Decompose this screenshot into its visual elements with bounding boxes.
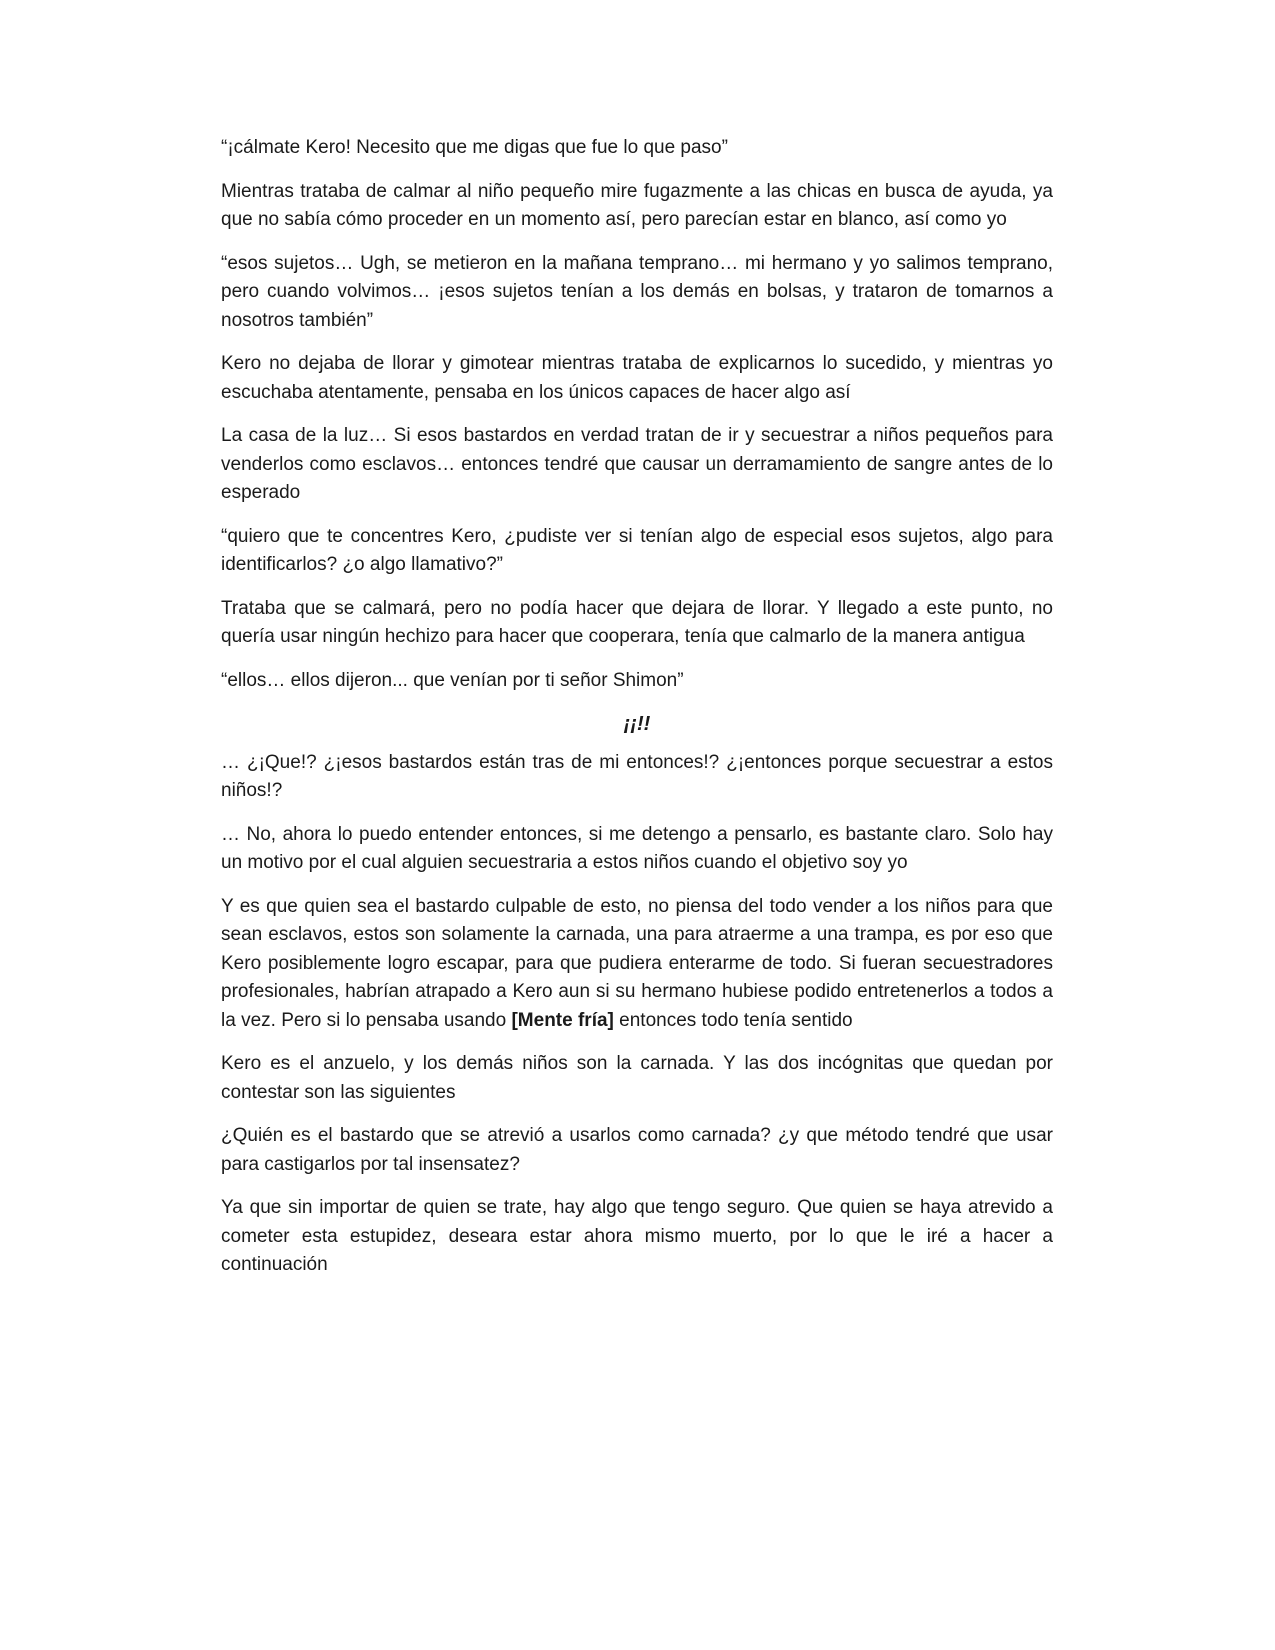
paragraph-3: “esos sujetos… Ugh, se metieron en la mañana temprano… mi hermano y yo salimos temprano, pero cuando volvimos… ¡esos sujetos tenían a los demás en bolsas, y trataron de tomarnos a nosotros también” — [221, 252, 1053, 331]
paragraph-1: “¡cálmate Kero! Necesito que me digas que fue lo que paso” — [221, 137, 728, 158]
paragraph-13: ¿Quién es el bastardo que se atrevió a usarlos como carnada? ¿y que método tendré que usar para castigarlos por tal insensatez? — [221, 1125, 1053, 1175]
paragraph-7: Trataba que se calmará, pero no podía hacer que dejara de llorar. Y llegado a este punto, no quería usar ningún hechizo para hacer que cooperara, tenía que calmarlo de la manera antigua — [221, 597, 1053, 647]
paragraph-2: Mientras trataba de calmar al niño pequeño mire fugazmente a las chicas en busca de ayuda, ya que no sabía cómo proceder en un momento así, pero parecían estar en blanco, así como yo — [221, 180, 1053, 230]
skill-name: [Mente fría] — [511, 1009, 614, 1031]
paragraph-12: Kero es el anzuelo, y los demás niños son la carnada. Y las dos incógnitas que quedan por contestar son las siguientes — [221, 1053, 1053, 1103]
exclamation-mark: ¡¡!! — [623, 713, 651, 735]
paragraph-5: La casa de la luz… Si esos bastardos en verdad tratan de ir y secuestrar a niños pequeños para venderlos como esclavos… entonces tendré que causar un derramamiento de sangre antes de lo esperado — [221, 425, 1053, 503]
paragraph-6: “quiero que te concentres Kero, ¿pudiste ver si tenían algo de especial esos sujetos, algo para identificarlos? ¿o algo llamativo?” — [221, 525, 1053, 575]
paragraph-14: Ya que sin importar de quien se trate, hay algo que tengo seguro. Que quien se haya atrevido a cometer esta estupidez, deseara estar ahora mismo muerto, por lo que le iré a hacer a continuación — [221, 1197, 1053, 1275]
paragraph-11-text: Y es que quien sea el bastardo culpable de esto, no piensa del todo vender a los niños para que sean esclavos, estos son solamente la carnada, una para atraerme a una trampa, es por eso que Kero posiblemente logro escapar, para que pudiera enterarme de todo. Si fueran secuestradores profesionales, habrían atrapado a Kero aun si su hermano hubiese podido entretenerlos a todos a la vez. Pero si lo pensaba usando — [221, 895, 1053, 1031]
paragraph-11-tail: entonces todo tenía sentido — [619, 1009, 853, 1031]
paragraph-11 — [221, 893, 1053, 1036]
paragraph-10: … No, ahora lo puedo entender entonces, si me detengo a pensarlo, es bastante claro. Solo hay un motivo por el cual alguien secuestraria a estos niños cuando el objetivo soy yo — [221, 823, 1053, 873]
paragraph-8: “ellos… ellos dijeron... que venían por ti señor Shimon” — [221, 669, 684, 691]
document-page — [221, 134, 1053, 1295]
paragraph-9: … ¿¡Que!? ¿¡esos bastardos están tras de mi entonces!? ¿¡entonces porque secuestrar a estos niños!? — [221, 751, 1053, 801]
paragraph-4: Kero no dejaba de llorar y gimotear mientras trataba de explicarnos lo sucedido, y mientras yo escuchaba atentamente, pensaba en los únicos capaces de hacer algo así — [221, 353, 1053, 403]
